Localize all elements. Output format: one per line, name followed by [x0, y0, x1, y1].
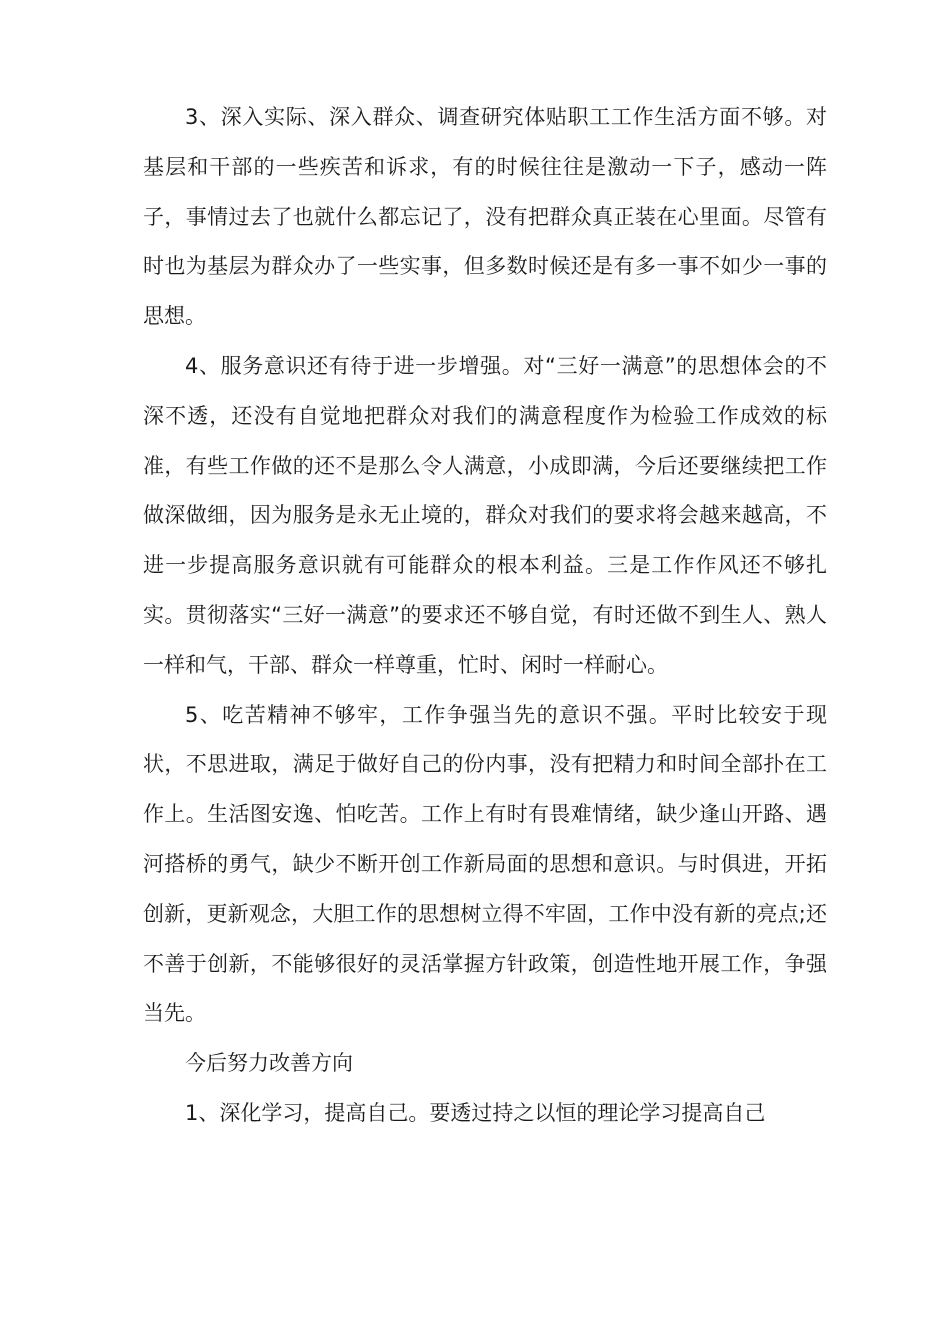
- paragraph-item-3: 3、深入实际、深入群众、调查研究体贴职工工作生活方面不够。对基层和干部的一些疾苦和诉求，有的时候往往是激动一下子，感动一阵子，事情过去了也就什么都忘记了，没有把群众真正装在心里面。尽管有时也为基层为群众办了一些实事，但多数时候还是有多一事不如少一事的思想。: [143, 105, 827, 329]
- section-heading-improvement: 今后努力改善方向: [185, 1051, 353, 1076]
- document-body: [143, 93, 827, 1139]
- paragraph-item-4: 4、服务意识还有待于进一步增强。对“三好一满意”的思想体会的不深不透，还没有自觉地把群众对我们的满意程度作为检验工作成效的标准，有些工作做的还不是那么令人满意，小成即满，今后还要继续把工作做深做细，因为服务是永无止境的，群众对我们的要求将会越来越高，不进一步提高服务意识就有可能群众的根本利益。三是工作作风还不够扎实。贯彻落实“三好一满意”的要求还不够自觉，有时还做不到生人、熟人一样和气，干部、群众一样尊重，忙时、闲时一样耐心。: [143, 353, 827, 677]
- paragraph-item-1: 1、深化学习，提高自己。要透过持之以恒的理论学习提高自己: [185, 1100, 766, 1125]
- paragraph-item-5: 5、吃苦精神不够牢，工作争强当先的意识不强。平时比较安于现状，不思进取，满足于做好自己的份内事，没有把精力和时间全部扑在工作上。生活图安逸、怕吃苦。工作上有时有畏难情绪，缺少逢山开路、遇河搭桥的勇气，缺少不断开创工作新局面的思想和意识。与时俱进，开拓创新，更新观念，大胆工作的思想树立得不牢固，工作中没有新的亮点;还不善于创新，不能够很好的灵活掌握方针政策，创造性地开展工作，争强当先。: [143, 702, 827, 1026]
